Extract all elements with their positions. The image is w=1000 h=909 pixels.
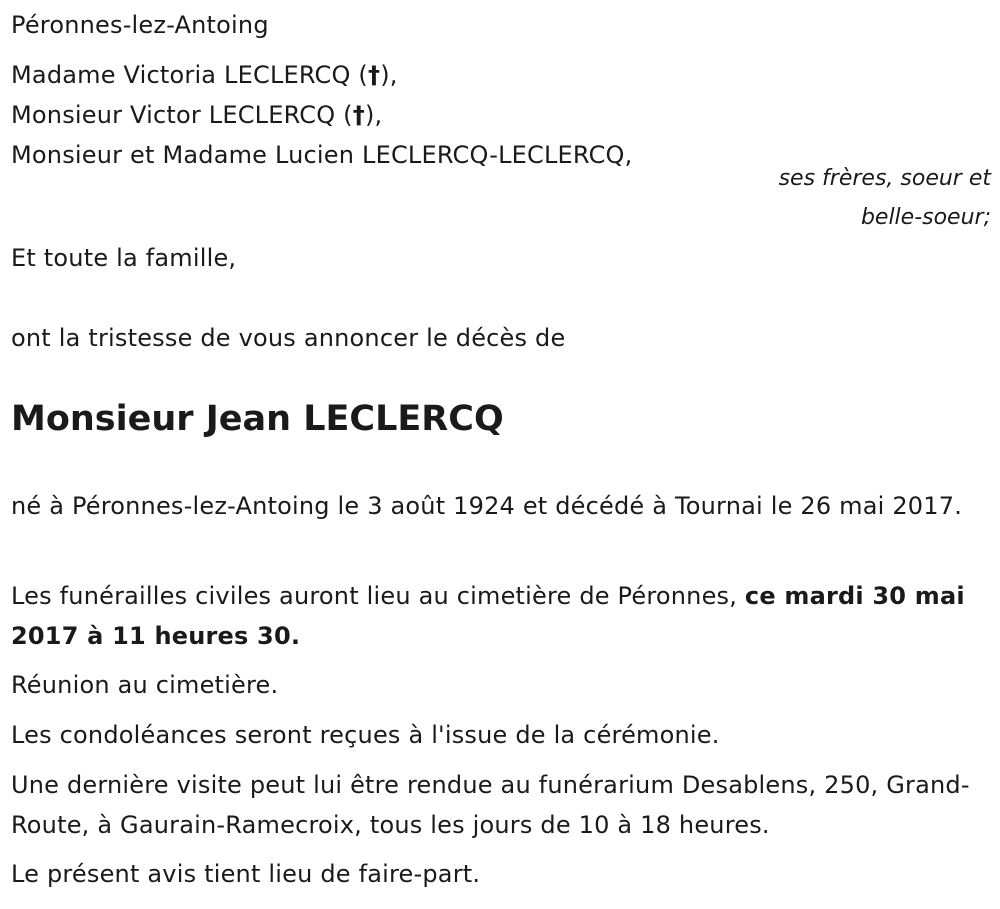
visit-text: Une dernière visite peut lui être rendue au funérarium Desablens, 250, Grand-Route, à Gaurain-Ramecroix, tous les jours de 10 à 18 heures.	[11, 771, 970, 839]
funeral-text: Les funérailles civiles auront lieu au cimetière de Péronnes,	[11, 582, 745, 610]
family-member-3	[11, 135, 632, 175]
family-member-name: Monsieur Victor LECLERCQ (	[11, 101, 353, 129]
funeral-paragraph	[11, 576, 986, 656]
funeral-date: ce mardi 30 mai 2017 à 11 heures 30.	[11, 582, 965, 650]
obituary-notice	[11, 0, 991, 909]
family-member-name: Madame Victoria LECLERCQ (	[11, 61, 368, 89]
cross-icon: †	[352, 101, 365, 129]
deceased-name: Monsieur Jean LECLERCQ	[11, 399, 504, 439]
announcement: ont la tristesse de vous annoncer le décès de	[11, 324, 566, 352]
family-rest: Et toute la famille,	[11, 244, 237, 272]
closing-text: Le présent avis tient lieu de faire-part.	[11, 860, 481, 888]
cross-icon: †	[368, 61, 381, 89]
relationship-line-2: belle-soeur;	[860, 205, 991, 230]
birth-death-text: né à Péronnes-lez-Antoing le 3 août 1924 et décédé à Tournai le 26 mai 2017.	[11, 492, 963, 520]
family-member-name: Monsieur et Madame Lucien LECLERCQ-LECLERCQ,	[11, 141, 633, 169]
family-member-2	[11, 95, 382, 135]
meeting-text: Réunion au cimetière.	[11, 671, 279, 699]
place-line: Péronnes-lez-Antoing	[11, 11, 269, 39]
condolences-text: Les condoléances seront reçues à l'issue de la cérémonie.	[11, 721, 720, 749]
relationship-line-1: ses frères, soeur et	[778, 166, 991, 191]
family-member-suffix: ),	[364, 101, 383, 129]
family-member-suffix: ),	[380, 61, 398, 89]
family-member-1	[11, 55, 398, 95]
